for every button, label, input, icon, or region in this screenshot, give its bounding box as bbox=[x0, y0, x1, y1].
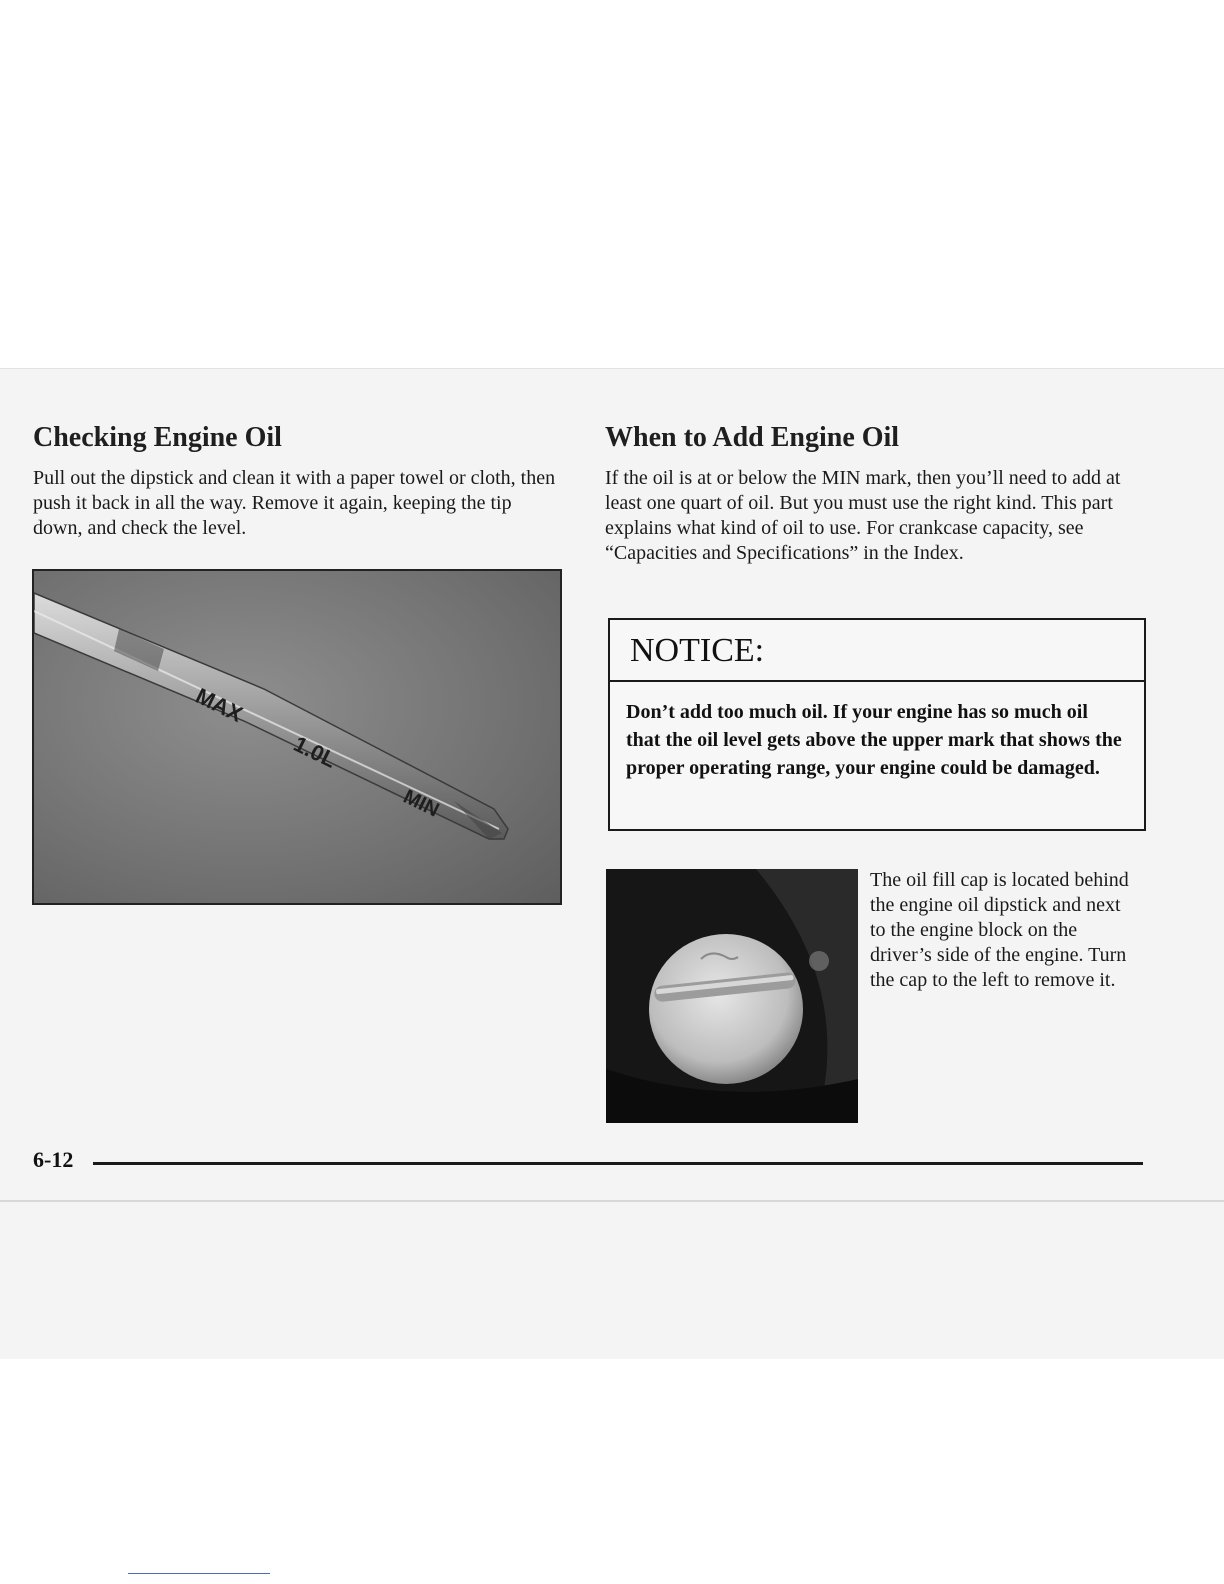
checking-engine-oil-heading: Checking Engine Oil bbox=[33, 422, 282, 453]
notice-box bbox=[608, 618, 1146, 831]
dipstick-mid-label: 1.0L bbox=[289, 731, 341, 773]
oil-fill-cap-photo bbox=[606, 869, 858, 1123]
dipstick-max-label: MAX bbox=[191, 683, 247, 727]
footer-rule bbox=[93, 1162, 1143, 1165]
notice-title: NOTICE: bbox=[610, 620, 1144, 682]
checking-engine-oil-text: Pull out the dipstick and clean it with a paper towel or cloth, then push it back in all the way. Remove it again, keeping the tip down, and check the level. bbox=[33, 467, 556, 539]
when-to-add-oil-heading: When to Add Engine Oil bbox=[605, 422, 900, 453]
when-to-add-oil-text: If the oil is at or below the MIN mark, then you’ll need to add at least one quart of oil. But you must use the right kind. This part explains what kind of oil to use. For crankcase capacity, see “Capacities and Specifications” in the Index. bbox=[605, 467, 1121, 564]
oil-fill-cap-caption: The oil fill cap is located behind the engine oil dipstick and next to the engine block on the driver’s side of the engine. Turn the cap to the left to remove it. bbox=[870, 869, 1129, 991]
page-number: 6-12 bbox=[33, 1147, 74, 1172]
bottom-underline bbox=[128, 1573, 270, 1574]
dipstick-photo bbox=[32, 569, 562, 905]
page-edge bbox=[0, 1200, 1224, 1202]
notice-text: Don’t add too much oil. If your engine has so much oil that the oil level gets above the upper mark that shows the proper operating range, your engine could be damaged. bbox=[626, 701, 1122, 779]
dipstick-min-label: MIN bbox=[399, 785, 443, 822]
